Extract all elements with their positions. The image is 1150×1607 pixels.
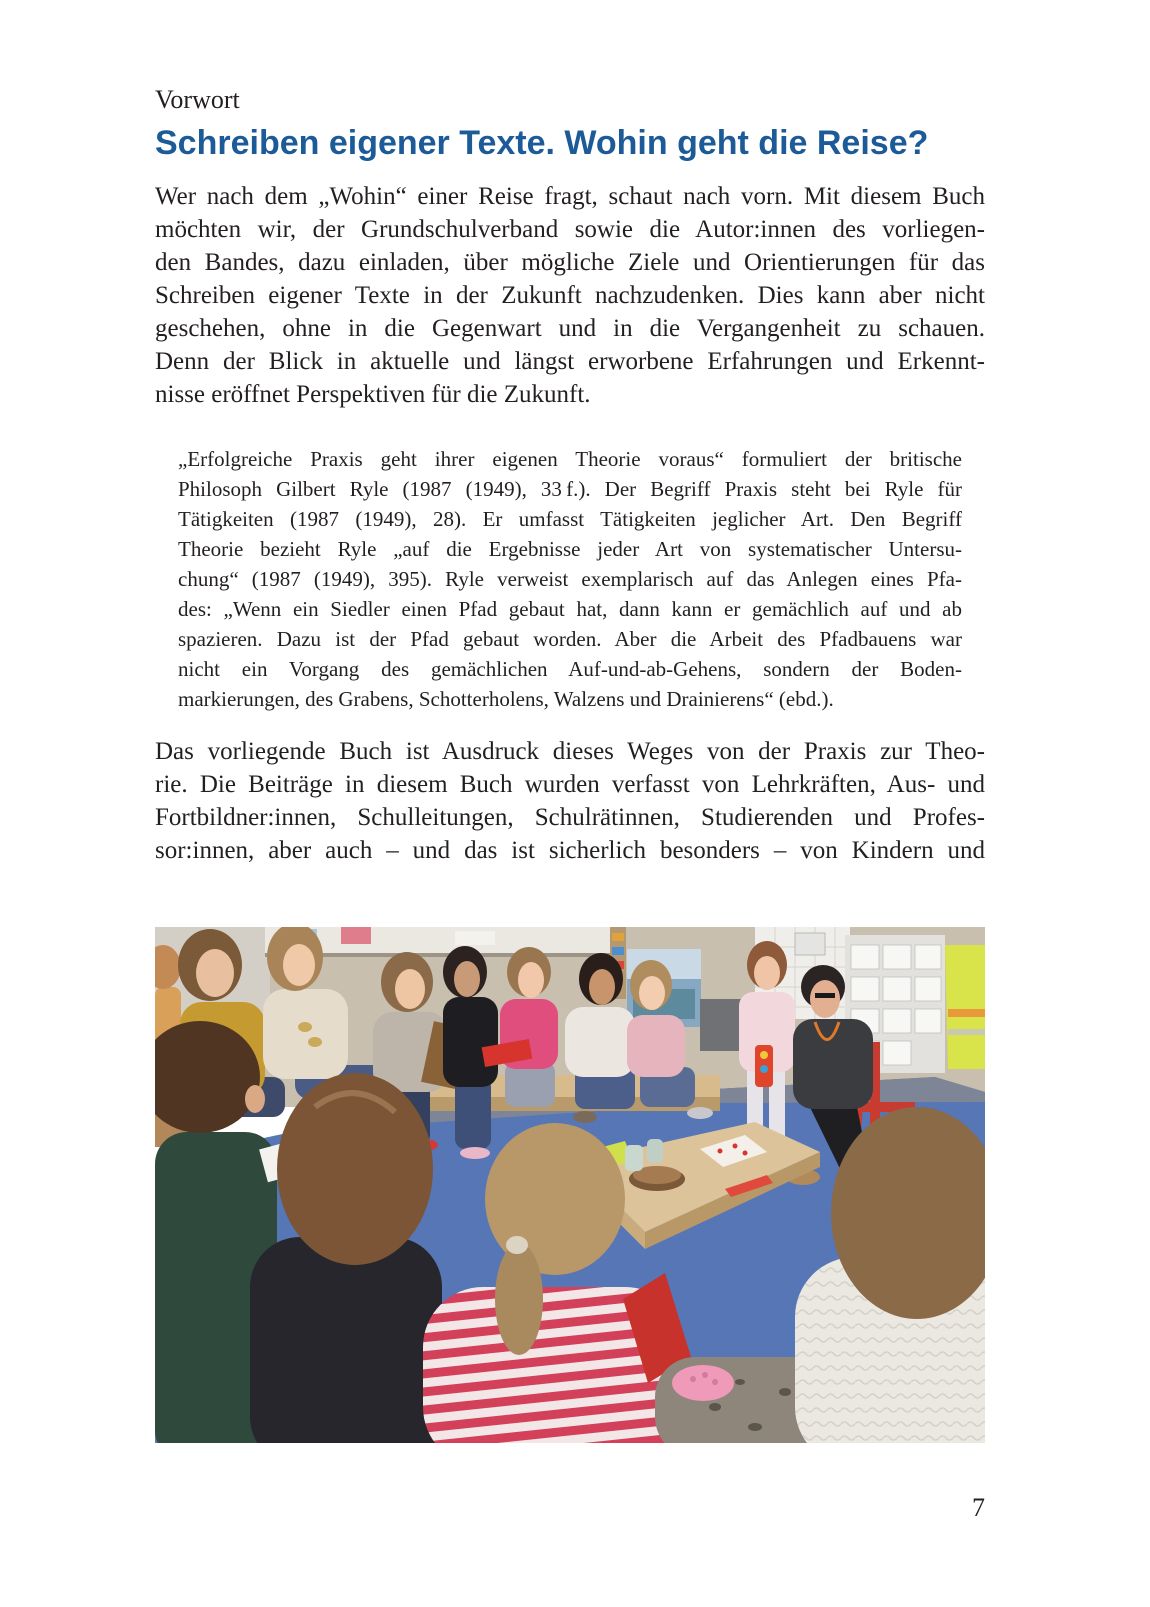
text-line: Schreiben eigener Texte in der Zukunft nachzudenken. Dies kann aber nicht [155,282,985,309]
second-paragraph [155,735,985,867]
text-line: geschehen, ohne in die Gegenwart und in die Vergangenheit zu schauen. [155,315,985,342]
quote-line: spazieren. Dazu ist der Pfad gebaut worden. Aber die Arbeit des Pfadbauens war [178,627,962,651]
quote-line: des: „Wenn ein Siedler einen Pfad gebaut hat, dann kann er gemächlich auf und ab [178,597,962,621]
page-number: 7 [972,1493,985,1522]
quote-line: markierungen, des Grabens, Schotterholens, Walzens und Drainierens“ (ebd.). [178,687,834,711]
quote-line: Tätigkeiten (1987 (1949), 28). Er umfasst Tätigkeiten jeglicher Art. Den Begriff [178,507,962,531]
text-line: Denn der Blick in aktuelle und längst erworbene Erfahrungen und Erkennt- [155,348,985,375]
quote-line: Theorie bezieht Ryle „auf die Ergebnisse jeder Art von systematischer Untersu- [178,537,962,561]
child-figure [250,1073,442,1443]
text-line: sor:innen, aber auch – und das ist sicherlich besonders – von Kindern und [155,837,985,864]
quote-line: „Erfolgreiche Praxis geht ihrer eigenen Theorie voraus“ formuliert der britische [178,447,962,471]
block-quote [178,444,962,714]
page-title: Schreiben eigener Texte. Wohin geht die Reise? [155,124,929,162]
text-line: möchten wir, der Grundschulverband sowie die Autor:innen des vorliegen- [155,216,985,243]
intro-paragraph [155,180,985,411]
text-line: Das vorliegende Buch ist Ausdruck dieses Weges von der Praxis zur Theo- [155,738,985,765]
quote-line: chung“ (1987 (1949), 395). Ryle verweist exemplarisch auf das Anlegen eines Pfa- [178,567,962,591]
text-line: Fortbildner:innen, Schulleitungen, Schulrätinnen, Studierenden und Profes- [155,804,985,831]
quote-line: nicht ein Vorgang des gemächlichen Auf-und-ab-Gehens, sondern der Boden- [178,657,962,681]
classroom-photo [155,927,985,1443]
text-line: den Bandes, dazu einladen, über mögliche Ziele und Orientierungen für das [155,249,985,276]
section-label: Vorwort [155,85,240,114]
text-line: nisse eröffnet Perspektiven für die Zukunft. [155,381,591,408]
text-line: rie. Die Beiträge in diesem Buch wurden verfasst von Lehrkräften, Aus- und [155,771,985,798]
quote-line: Philosoph Gilbert Ryle (1987 (1949), 33 f.). Der Begriff Praxis steht bei Ryle für [178,477,962,501]
text-line: Wer nach dem „Wohin“ einer Reise fragt, schaut nach vorn. Mit diesem Buch [155,183,985,210]
